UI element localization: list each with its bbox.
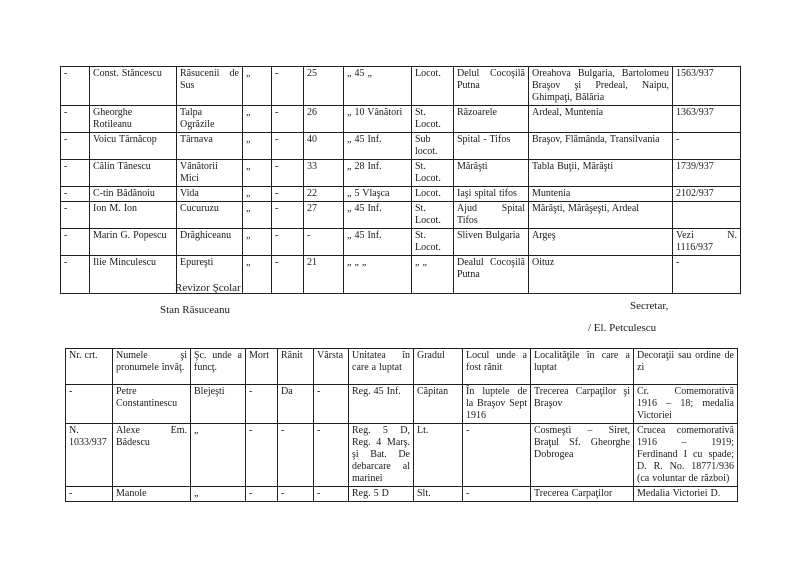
column-header: Locul unde a fost rănit bbox=[463, 349, 531, 385]
column-header: Vârsta bbox=[314, 349, 349, 385]
table-cell: „ 45 Inf. bbox=[344, 202, 412, 229]
table-cell: 1563/937 bbox=[673, 67, 741, 106]
table-cell: Vida bbox=[177, 187, 243, 202]
table-cell: Tabla Buţii, Mărăşti bbox=[529, 160, 673, 187]
table-cell: Sub locot. bbox=[412, 133, 454, 160]
table-cell: Dealul Cocoşilă Putna bbox=[454, 256, 529, 294]
table-cell: Muntenia bbox=[529, 187, 673, 202]
table-cell: „ 45 „ bbox=[344, 67, 412, 106]
table-row bbox=[61, 133, 741, 160]
table-cell: Alexe Em. Bădescu bbox=[113, 424, 191, 487]
table-cell: - bbox=[61, 202, 90, 229]
table-cell: Slt. bbox=[414, 487, 463, 502]
war-record-table-lower bbox=[65, 348, 738, 502]
table-cell: - bbox=[272, 106, 304, 133]
table-cell: Reg. 5 D, Reg. 4 Marş. şi Bat. De debarcare al marinei bbox=[349, 424, 414, 487]
table-cell: Medalia Victoriei D. bbox=[634, 487, 738, 502]
table-cell: - bbox=[272, 256, 304, 294]
table-cell: - bbox=[61, 187, 90, 202]
table-cell: Const. Stăncescu bbox=[90, 67, 177, 106]
table-row bbox=[61, 160, 741, 187]
table-row bbox=[61, 187, 741, 202]
table-cell: Lt. bbox=[414, 424, 463, 487]
secretar-title: Secretar, bbox=[630, 300, 669, 312]
table-cell: Vezi N. 1116/937 bbox=[673, 229, 741, 256]
table-cell: „ bbox=[243, 202, 272, 229]
table-cell: Ajud Spital Tifos bbox=[454, 202, 529, 229]
table-cell: - bbox=[278, 487, 314, 502]
table-cell: „ 45 Inf. bbox=[344, 229, 412, 256]
table-cell: „ bbox=[243, 106, 272, 133]
table-cell: Talpa Ogrăzile bbox=[177, 106, 243, 133]
table-cell: „ bbox=[243, 187, 272, 202]
secretar-name: / El. Petculescu bbox=[588, 322, 657, 334]
table-cell: Gheorghe Rotileanu bbox=[90, 106, 177, 133]
column-header: Decoraţii sau ordine de zi bbox=[634, 349, 738, 385]
table-cell: - bbox=[61, 229, 90, 256]
table-cell: - bbox=[246, 487, 278, 502]
header-row bbox=[66, 349, 738, 385]
column-header: Şc. unde a funcţ. bbox=[191, 349, 246, 385]
table-cell: Târnava bbox=[177, 133, 243, 160]
table-cell: - bbox=[246, 385, 278, 424]
table-row bbox=[66, 424, 738, 487]
table-cell: - bbox=[272, 160, 304, 187]
table-cell: Voicu Târnăcop bbox=[90, 133, 177, 160]
table-cell: St. Locot. bbox=[412, 106, 454, 133]
table-cell: - bbox=[272, 67, 304, 106]
table-cell: 1363/937 bbox=[673, 106, 741, 133]
table-cell: 33 bbox=[304, 160, 344, 187]
table-cell: - bbox=[304, 229, 344, 256]
table-cell: Vânătorii Mici bbox=[177, 160, 243, 187]
table-cell: „ bbox=[191, 487, 246, 502]
table-cell: Ardeal, Muntenia bbox=[529, 106, 673, 133]
table-cell: - bbox=[272, 133, 304, 160]
table-cell: Răsucenii de Sus bbox=[177, 67, 243, 106]
table-cell: - bbox=[278, 424, 314, 487]
table-cell: 22 bbox=[304, 187, 344, 202]
table-cell: Epureşti bbox=[177, 256, 243, 294]
table-cell bbox=[673, 202, 741, 229]
table-cell: Oituz bbox=[529, 256, 673, 294]
table-cell: „ bbox=[191, 424, 246, 487]
column-header: Unitatea în care a luptat bbox=[349, 349, 414, 385]
table-cell: Sliven Bulgaria bbox=[454, 229, 529, 256]
table-cell: Reg. 45 Inf. bbox=[349, 385, 414, 424]
table-cell: - bbox=[272, 187, 304, 202]
table-cell: Blejeşti bbox=[191, 385, 246, 424]
table-cell: N. 1033/937 bbox=[66, 424, 113, 487]
table-cell: „ bbox=[243, 229, 272, 256]
table-cell: 25 bbox=[304, 67, 344, 106]
table-cell: St. Locot. bbox=[412, 202, 454, 229]
table-cell: - bbox=[314, 487, 349, 502]
table-cell: „ 5 Vlaşca bbox=[344, 187, 412, 202]
table-cell: Trecerea Carpaţilor bbox=[531, 487, 634, 502]
table-cell: - bbox=[272, 229, 304, 256]
table-cell: - bbox=[314, 424, 349, 487]
table-cell: C-tin Bădănoiu bbox=[90, 187, 177, 202]
table-cell: 27 bbox=[304, 202, 344, 229]
table-row bbox=[66, 487, 738, 502]
table-cell: - bbox=[246, 424, 278, 487]
table-cell: „ bbox=[243, 67, 272, 106]
table-cell: „ 45 Inf. bbox=[344, 133, 412, 160]
table-cell: „ bbox=[243, 160, 272, 187]
war-record-table-upper bbox=[60, 66, 741, 294]
table-cell: „ bbox=[243, 133, 272, 160]
table-cell: „ 10 Vânători bbox=[344, 106, 412, 133]
table-cell: „ „ „ bbox=[344, 256, 412, 294]
table-cell: Mărăşti bbox=[454, 160, 529, 187]
table-cell: Delul Cocoşilă Putna bbox=[454, 67, 529, 106]
table-cell: Răzoarele bbox=[454, 106, 529, 133]
table-cell: St. Locot. bbox=[412, 229, 454, 256]
table-cell: Da bbox=[278, 385, 314, 424]
column-header: Nr. crt. bbox=[66, 349, 113, 385]
table-cell: Locot. bbox=[412, 67, 454, 106]
table-cell: Iaşi spital tifos bbox=[454, 187, 529, 202]
table-cell: Locot. bbox=[412, 187, 454, 202]
table-row bbox=[61, 256, 741, 294]
table-cell: „ 28 Inf. bbox=[344, 160, 412, 187]
table-cell: Petre Constantinescu bbox=[113, 385, 191, 424]
column-header: Localităţile în care a luptat bbox=[531, 349, 634, 385]
table-cell: 21 bbox=[304, 256, 344, 294]
column-header: Numele şi pronumele învăţ. bbox=[113, 349, 191, 385]
table-cell: Marin G. Popescu bbox=[90, 229, 177, 256]
table-row bbox=[66, 385, 738, 424]
table-cell: - bbox=[463, 487, 531, 502]
table-cell: În luptele de la Braşov Sept 1916 bbox=[463, 385, 531, 424]
table-cell: Cr. Comemorativă 1916 – 18; medalia Victoriei bbox=[634, 385, 738, 424]
table-cell: - bbox=[673, 256, 741, 294]
table-cell: Oreahova Bulgaria, Bartolomeu Braşov şi Predeal, Naipu, Ghimpaţi, Bălăria bbox=[529, 67, 673, 106]
revizor-scolar-title: Revizor Şcolar bbox=[175, 282, 241, 294]
table-cell: Cosmeşti – Siret, Braţul Sf. Gheorghe Dobrogea bbox=[531, 424, 634, 487]
table-cell: - bbox=[66, 487, 113, 502]
table-row bbox=[61, 229, 741, 256]
table-cell: 40 bbox=[304, 133, 344, 160]
table-row bbox=[61, 202, 741, 229]
table-cell: Cucuruzu bbox=[177, 202, 243, 229]
table-cell: - bbox=[463, 424, 531, 487]
table-cell: „ bbox=[243, 256, 272, 294]
table-row bbox=[61, 106, 741, 133]
table-cell: - bbox=[66, 385, 113, 424]
table-cell: Argeş bbox=[529, 229, 673, 256]
table-cell: Călin Tănescu bbox=[90, 160, 177, 187]
table-cell: - bbox=[272, 202, 304, 229]
table-row bbox=[61, 67, 741, 106]
table-cell: 1739/937 bbox=[673, 160, 741, 187]
table-cell: Trecerea Carpaţilor şi Braşov bbox=[531, 385, 634, 424]
table-cell: Braşov, Flămânda, Transilvania bbox=[529, 133, 673, 160]
revizor-scolar-name: Stan Răsuceanu bbox=[160, 304, 230, 316]
table-cell: Reg. 5 D bbox=[349, 487, 414, 502]
table-cell: 2102/937 bbox=[673, 187, 741, 202]
table-cell: - bbox=[61, 106, 90, 133]
table-cell: Drăghiceanu bbox=[177, 229, 243, 256]
table-cell: Mărăşti, Mărăşeşti, Ardeal bbox=[529, 202, 673, 229]
table-cell: - bbox=[61, 160, 90, 187]
table-cell: Căpitan bbox=[414, 385, 463, 424]
table-cell: St. Locot. bbox=[412, 160, 454, 187]
table-cell: - bbox=[61, 256, 90, 294]
table-cell: - bbox=[673, 133, 741, 160]
column-header: Mort bbox=[246, 349, 278, 385]
table-cell: Ilie Minculescu bbox=[90, 256, 177, 294]
table-cell: Crucea comemorativă 1916 – 1919; Ferdinand I cu spade; D. R. No. 18771/936 (ca voluntar de război) bbox=[634, 424, 738, 487]
table-cell: - bbox=[61, 133, 90, 160]
table-cell: 26 bbox=[304, 106, 344, 133]
table-cell: Manole bbox=[113, 487, 191, 502]
table-cell: - bbox=[61, 67, 90, 106]
table-cell: Ion M. Ion bbox=[90, 202, 177, 229]
table-cell: „ „ bbox=[412, 256, 454, 294]
table-cell: Spital - Tifos bbox=[454, 133, 529, 160]
column-header: Rănit bbox=[278, 349, 314, 385]
table-cell: - bbox=[314, 385, 349, 424]
column-header: Gradul bbox=[414, 349, 463, 385]
